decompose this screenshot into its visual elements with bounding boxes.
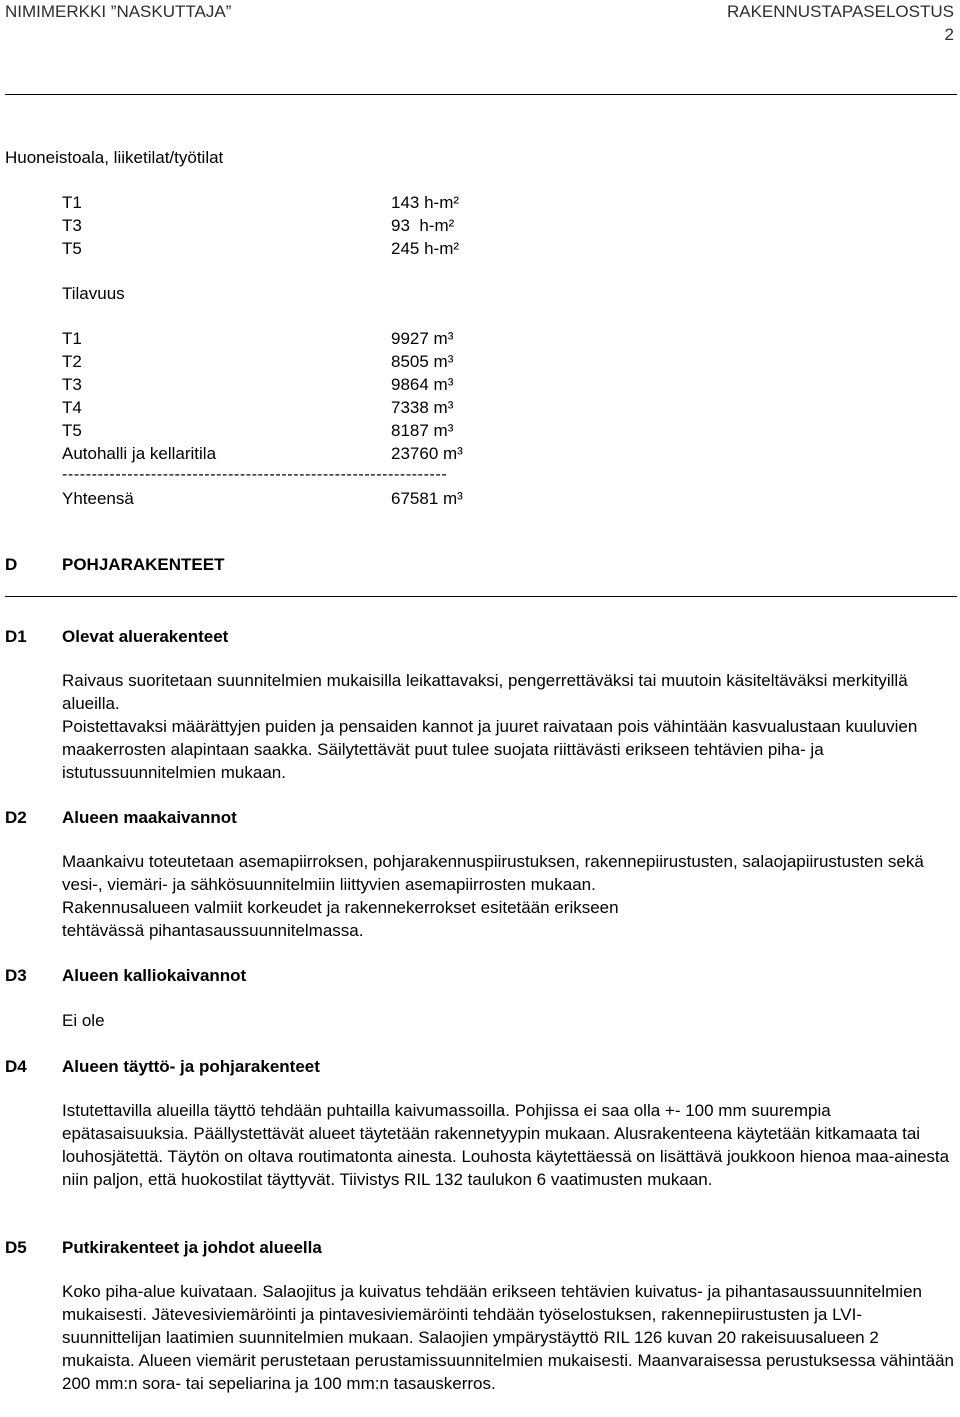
item-title: Olevat aluerakenteet bbox=[62, 627, 229, 646]
header-left-text: NIMIMERKKI ”NASKUTTAJA” bbox=[5, 2, 232, 21]
item-paragraph: Rakennusalueen valmiit korkeudet ja rakennekerrokset esitetään erikseen bbox=[62, 898, 619, 917]
floor-area-value: 93 h-m² bbox=[391, 216, 455, 235]
item-paragraph: Koko piha-alue kuivataan. Salaojitus ja kuivatus tehdään erikseen tehtävien kuivatus- ja pihantasaussuunnitelmien mukaisesti. Jätevesiviemäröinti ja pintavesiviemäröinti tehdään työselostuksen, rakennepiirustusten ja LVI-suunnittelijan laatimien suunnitelmien mukaan. Salaojien ympärystäyttö RIL 126 kuvan 20 rakeisuusalueen 2 mukaista. Alueen viemärit perustetaan perustamissuunnitelmien mukaisesti. Maanvaraisessa perustuksessa vähintään 200 mm:n sora- tai sepeliarina ja 100 mm:n tasauskerros. bbox=[62, 1282, 955, 1393]
section-code: D bbox=[5, 555, 18, 574]
volume-label: T3 bbox=[62, 375, 82, 394]
item-body bbox=[62, 1099, 954, 1191]
volume-separator: ----------------------------------------------------------------- bbox=[62, 466, 448, 483]
item-body bbox=[62, 669, 954, 784]
volume-label: Autohalli ja kellaritila bbox=[62, 444, 217, 463]
item-title: Alueen maakaivannot bbox=[62, 808, 237, 827]
item-code: D1 bbox=[5, 627, 27, 646]
volume-value: 8505 m³ bbox=[391, 352, 454, 371]
item-paragraph: Maankaivu toteutetaan asemapiirroksen, pohjarakennuspiirustuksen, rakennepiirustusten, salaojapiirustusten sekä vesi-, viemäri- ja sähkösuunnitelmiin liittyvien asemapiirrosten mukaan. bbox=[62, 852, 924, 894]
section-divider bbox=[5, 596, 957, 597]
item-code: D2 bbox=[5, 808, 27, 827]
item-code: D4 bbox=[5, 1057, 27, 1076]
volume-label: T2 bbox=[62, 352, 82, 371]
item-title: Alueen täyttö- ja pohjarakenteet bbox=[62, 1057, 320, 1076]
item-paragraph: Poistettavaksi määrättyjen puiden ja pensaiden kannot ja juuret raivataan pois vähintään kasvualustaan kuuluvien maakerrosten alapintaan saakka. Säilytettävät puut tulee suojata riittävästi erikseen tehtävien piha- ja istutussuunnitelmien mukaan. bbox=[62, 717, 918, 782]
item-title: Putkirakenteet ja johdot alueella bbox=[62, 1238, 322, 1257]
volume-value: 9927 m³ bbox=[391, 329, 454, 348]
volume-value: 7338 m³ bbox=[391, 398, 454, 417]
item-paragraph: Raivaus suoritetaan suunnitelmien mukaisilla leikattavaksi, pengerrettäväksi tai muutoin käsiteltäväksi merkityillä alueilla. bbox=[62, 671, 908, 713]
floor-area-title: Huoneistoala, liiketilat/työtilat bbox=[5, 148, 224, 167]
page-number: 2 bbox=[944, 25, 954, 44]
item-paragraph: Istutettavilla alueilla täyttö tehdään puhtailla kaivumassoilla. Pohjissa ei saa olla +- 100 mm suurempia epätasaisuuksia. Päällystettävät alueet täytetään rakennetyypin mukaan. Alusrakenteena käytetään kitkamaata tai louhosjätettä. Täytön on oltava routimatonta ainesta. Louhosta käytettäessä on lisättävä joukkoon hienoa maa-ainesta niin paljon, että huokostilat täyttyvät. Tiivistys RIL 132 taulukon 6 vaatimusten mukaan. bbox=[62, 1101, 950, 1189]
item-paragraph: Ei ole bbox=[62, 1011, 105, 1030]
item-title: Alueen kalliokaivannot bbox=[62, 966, 247, 985]
floor-area-label: T5 bbox=[62, 239, 82, 258]
volume-value: 8187 m³ bbox=[391, 421, 454, 440]
section-title: POHJARAKENTEET bbox=[62, 555, 225, 574]
item-body bbox=[62, 850, 954, 942]
item-paragraph: tehtävässä pihantasaussuunnitelmassa. bbox=[62, 921, 364, 940]
volume-label: T5 bbox=[62, 421, 82, 440]
floor-area-label: T1 bbox=[62, 193, 82, 212]
volume-value: 23760 m³ bbox=[391, 444, 463, 463]
volume-value: 9864 m³ bbox=[391, 375, 454, 394]
item-code: D5 bbox=[5, 1238, 27, 1257]
floor-area-value: 143 h-m² bbox=[391, 193, 460, 212]
item-body bbox=[62, 1009, 954, 1032]
item-code: D3 bbox=[5, 966, 27, 985]
item-body bbox=[62, 1280, 954, 1395]
floor-area-label: T3 bbox=[62, 216, 82, 235]
floor-area-value: 245 h-m² bbox=[391, 239, 460, 258]
header-divider bbox=[5, 94, 957, 95]
volume-title: Tilavuus bbox=[62, 284, 125, 303]
volume-label: T4 bbox=[62, 398, 82, 417]
volume-total-value: 67581 m³ bbox=[391, 489, 463, 508]
volume-total-label: Yhteensä bbox=[62, 489, 134, 508]
header-right-text: RAKENNUSTAPASELOSTUS bbox=[726, 2, 954, 21]
volume-label: T1 bbox=[62, 329, 82, 348]
